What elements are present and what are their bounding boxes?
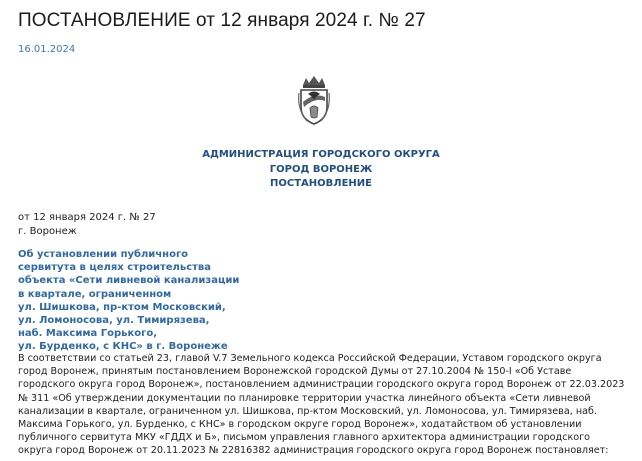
header-administration: АДМИНИСТРАЦИЯ ГОРОДСКОГО ОКРУГА — [202, 149, 440, 160]
document-meta — [18, 211, 156, 238]
document-header — [0, 148, 642, 192]
body-line: В соответствии со статьей 23, главой V.7 Земельного кодекса Российской Федерации, Уставом городского округа — [18, 353, 602, 364]
meta-city: г. Воронеж — [18, 225, 77, 237]
subject-line: наб. Максима Горького, — [18, 328, 158, 340]
subject-line: сервитута в целях строительства — [18, 262, 212, 274]
document-subject — [18, 248, 239, 354]
meta-date-number: от 12 января 2024 г. № 27 — [18, 212, 156, 223]
body-line: округа город Воронеж от 20.11.2023 № 22816382 администрация городского округа город Воронеж постановляет: — [18, 445, 609, 457]
page-title: ПОСТАНОВЛЕНИЕ от 12 января 2024 г. № 27 — [18, 10, 426, 31]
publish-date: 16.01.2024 — [18, 44, 76, 55]
subject-line: ул. Шишкова, пр-ктом Московский, — [18, 301, 226, 313]
body-line: публичного сервитута МКУ «ГДДХ и Б», письмом управления главного архитектора администрации городского — [18, 432, 591, 444]
subject-line: ул. Бурденко, с КНС» в г. Воронеже — [18, 341, 228, 353]
body-line: канализации в квартале, ограниченном ул. Шишкова, пр-ктом Московский, ул. Ломоносова, ул. Тимирязева, наб. — [18, 405, 597, 417]
header-doc-type: ПОСТАНОВЛЕНИЕ — [270, 178, 372, 189]
document-body — [18, 352, 628, 458]
subject-line: ул. Ломоносова, ул. Тимирязева, — [18, 315, 210, 327]
body-line: № 311 «Об утверждении документации по планировке территории участка линейного объекта «Сети ливневой — [18, 392, 591, 404]
header-city: ГОРОД ВОРОНЕЖ — [269, 163, 373, 175]
body-line: Максима Горького, ул. Бурденко, с КНС» в городском округе город Воронеж», ходатайством об установлении — [18, 419, 582, 431]
body-line: городского округа город Воронеж», постановлением администрации городского округа город Воронеж от 22.03.2023 — [18, 379, 625, 391]
subject-line: Об установлении публичного — [18, 249, 189, 260]
subject-line: в квартале, ограниченном — [18, 288, 172, 300]
body-line: город Воронеж, принятым постановлением Воронежской городской Думы от 27.10.2004 № 150-I «Об Уставе — [18, 366, 572, 378]
subject-line: объекта «Сети ливневой канализации — [18, 275, 240, 287]
coat-of-arms-icon — [297, 75, 331, 125]
